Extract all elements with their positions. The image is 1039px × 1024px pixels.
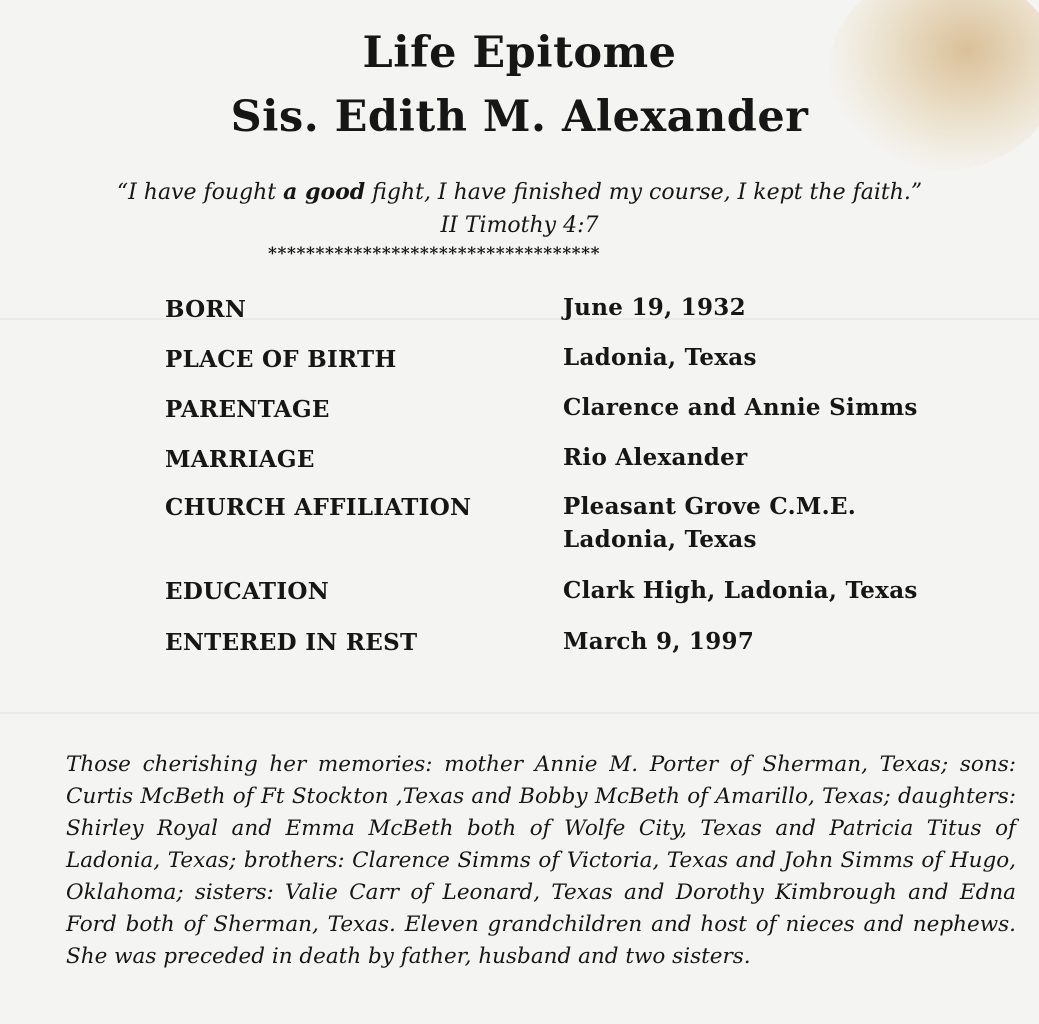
fact-value-marriage: Rio Alexander [563, 444, 748, 471]
separator: *********************************** [268, 244, 601, 264]
fact-value-entered-in-rest: March 9, 1997 [563, 628, 755, 655]
fact-value-education: Clark High, Ladonia, Texas [563, 577, 918, 604]
deceased-name: Sis. Edith M. Alexander [230, 92, 809, 142]
quote-text-start: “I have fought [116, 180, 284, 205]
fact-label-place-of-birth: PLACE OF BIRTH [165, 346, 397, 373]
fact-label-marriage: MARRIAGE [165, 446, 315, 473]
fact-label-born: BORN [165, 296, 247, 323]
fact-value-parentage: Clarence and Annie Simms [563, 394, 918, 421]
quote-text-end: fight, I have finished my course, I kept the faith.” [365, 180, 923, 205]
fact-label-education: EDUCATION [165, 578, 330, 605]
fact-label-entered-in-rest: ENTERED IN REST [165, 629, 418, 656]
paper-fold [0, 712, 1039, 714]
document-title: Life Epitome [362, 28, 677, 78]
scripture-quote [0, 179, 1039, 205]
fact-value-church-location: Ladonia, Texas [563, 526, 757, 553]
fact-label-parentage: PARENTAGE [165, 396, 330, 423]
quote-emphasis: a good [283, 179, 366, 205]
paper-fold [0, 318, 1039, 320]
fact-label-church-affiliation: CHURCH AFFILIATION [165, 494, 472, 521]
fact-value-church-affiliation: Pleasant Grove C.M.E. [563, 493, 857, 520]
paper-stain [829, 0, 1039, 170]
survivors-paragraph: Those cherishing her memories: mother Annie M. Porter of Sherman, Texas; sons: Curtis McBeth of Ft Stockton ,Texas and Bobby McBeth of Amarillo, Texas; daughters: Shirley Royal and Emma McBeth both of Wolfe City, Texas and Patricia Titus of Ladonia, Texas; brothers: Clarence Simms of Victoria, Texas and John Simms of Hugo, Oklahoma; sisters: Valie Carr of Leonard, Texas and Dorothy Kimbrough and Edna Ford both of Sherman, Texas. Eleven grandchildren and host of nieces and nephews. She was preceded in death by father, husband and two sisters. [66, 751, 1016, 969]
verse-reference: II Timothy 4:7 [440, 213, 599, 238]
fact-value-place-of-birth: Ladonia, Texas [563, 344, 757, 371]
fact-value-born: June 19, 1932 [563, 294, 746, 321]
